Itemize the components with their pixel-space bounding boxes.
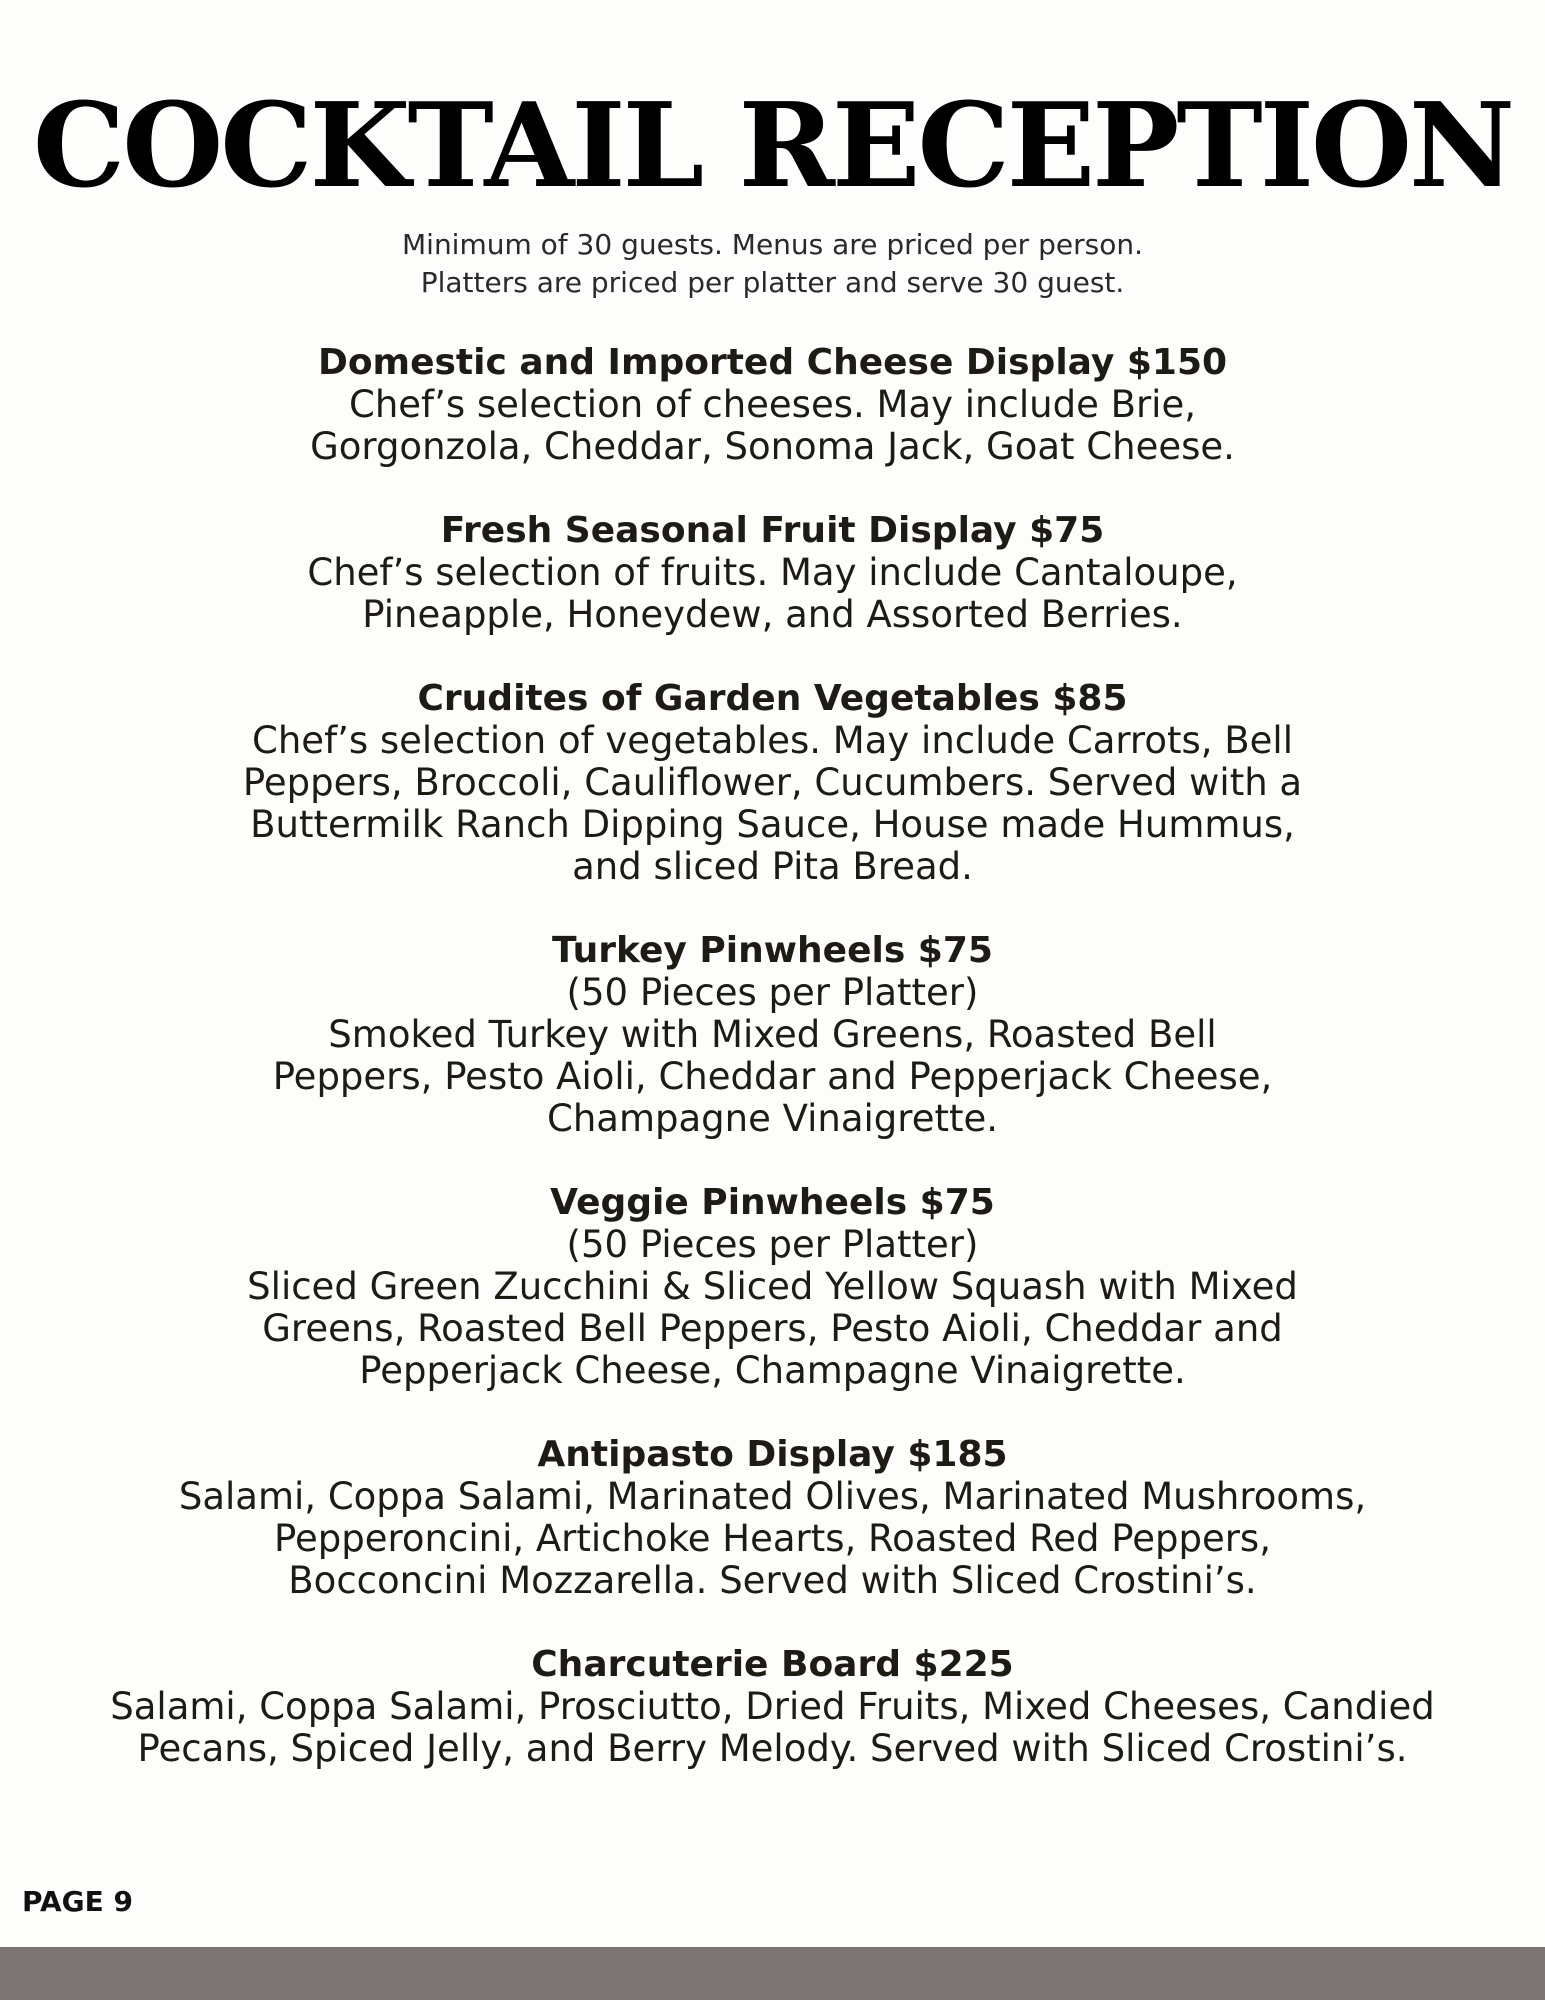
menu-item-antipasto [40, 1434, 1505, 1602]
menu-item-description: Buttermilk Ranch Dipping Sauce, House made Hummus, [250, 803, 1295, 846]
menu-item-name: Turkey Pinwheels $75 [552, 930, 993, 971]
menu-item-description: Chef’s selection of cheeses. May include Brie, [349, 383, 1196, 426]
menu-item-description: Peppers, Broccoli, Cauliflower, Cucumbers. Served with a [242, 761, 1303, 804]
menu-item-description: (50 Pieces per Platter) [566, 1223, 979, 1266]
menu-item-description: Chef’s selection of fruits. May include Cantaloupe, [307, 551, 1238, 594]
menu-item-description: Pepperoncini, Artichoke Hearts, Roasted Red Peppers, [274, 1517, 1271, 1560]
page-number: PAGE 9 [22, 1885, 133, 1918]
menu-item-description: Bocconcini Mozzarella. Served with Sliced Crostini’s. [288, 1559, 1257, 1602]
menu-item-description: Pineapple, Honeydew, and Assorted Berries. [362, 593, 1183, 636]
menu-item-description: Pecans, Spiced Jelly, and Berry Melody. Served with Sliced Crostini’s. [137, 1727, 1408, 1770]
menu-item-description: Peppers, Pesto Aioli, Cheddar and Pepperjack Cheese, [272, 1055, 1273, 1098]
menu-item-description: (50 Pieces per Platter) [566, 971, 979, 1014]
menu-item-description: Smoked Turkey with Mixed Greens, Roasted Bell [328, 1013, 1217, 1056]
menu-item-name: Crudites of Garden Vegetables $85 [417, 678, 1128, 719]
pricing-note-line: Minimum of 30 guests. Menus are priced per person. [402, 228, 1143, 261]
menu-item-description: Greens, Roasted Bell Peppers, Pesto Aioli, Cheddar and [262, 1307, 1283, 1350]
menu-item-name: Veggie Pinwheels $75 [550, 1182, 995, 1223]
menu-item-description: Pepperjack Cheese, Champagne Vinaigrette. [359, 1349, 1186, 1392]
menu-item-description: Salami, Coppa Salami, Prosciutto, Dried Fruits, Mixed Cheeses, Candied [110, 1685, 1435, 1728]
menu-list [40, 342, 1505, 1812]
menu-item-cheese-display [40, 342, 1505, 468]
menu-item-veggie-pinwheels [40, 1182, 1505, 1392]
footer-bar [0, 1947, 1545, 2000]
page-title: COCKTAIL RECEPTION [32, 78, 1513, 214]
menu-item-charcuterie [40, 1644, 1505, 1770]
menu-item-description: and sliced Pita Bread. [572, 845, 973, 888]
pricing-note [0, 226, 1545, 302]
menu-item-description: Gorgonzola, Cheddar, Sonoma Jack, Goat Cheese. [310, 425, 1235, 468]
menu-item-name: Charcuterie Board $225 [531, 1644, 1014, 1685]
pricing-note-line: Platters are priced per platter and serve 30 guest. [420, 266, 1125, 299]
menu-item-description: Champagne Vinaigrette. [547, 1097, 998, 1140]
menu-item-name: Domestic and Imported Cheese Display $150 [317, 342, 1228, 383]
menu-item-name: Antipasto Display $185 [537, 1434, 1008, 1475]
menu-item-description: Chef’s selection of vegetables. May include Carrots, Bell [252, 719, 1293, 762]
menu-item-fruit-display [40, 510, 1505, 636]
menu-item-name: Fresh Seasonal Fruit Display $75 [440, 510, 1105, 551]
menu-item-description: Sliced Green Zucchini & Sliced Yellow Squash with Mixed [247, 1265, 1298, 1308]
menu-item-turkey-pinwheels [40, 930, 1505, 1140]
menu-item-crudites [40, 678, 1505, 888]
menu-item-description: Salami, Coppa Salami, Marinated Olives, Marinated Mushrooms, [178, 1475, 1367, 1518]
